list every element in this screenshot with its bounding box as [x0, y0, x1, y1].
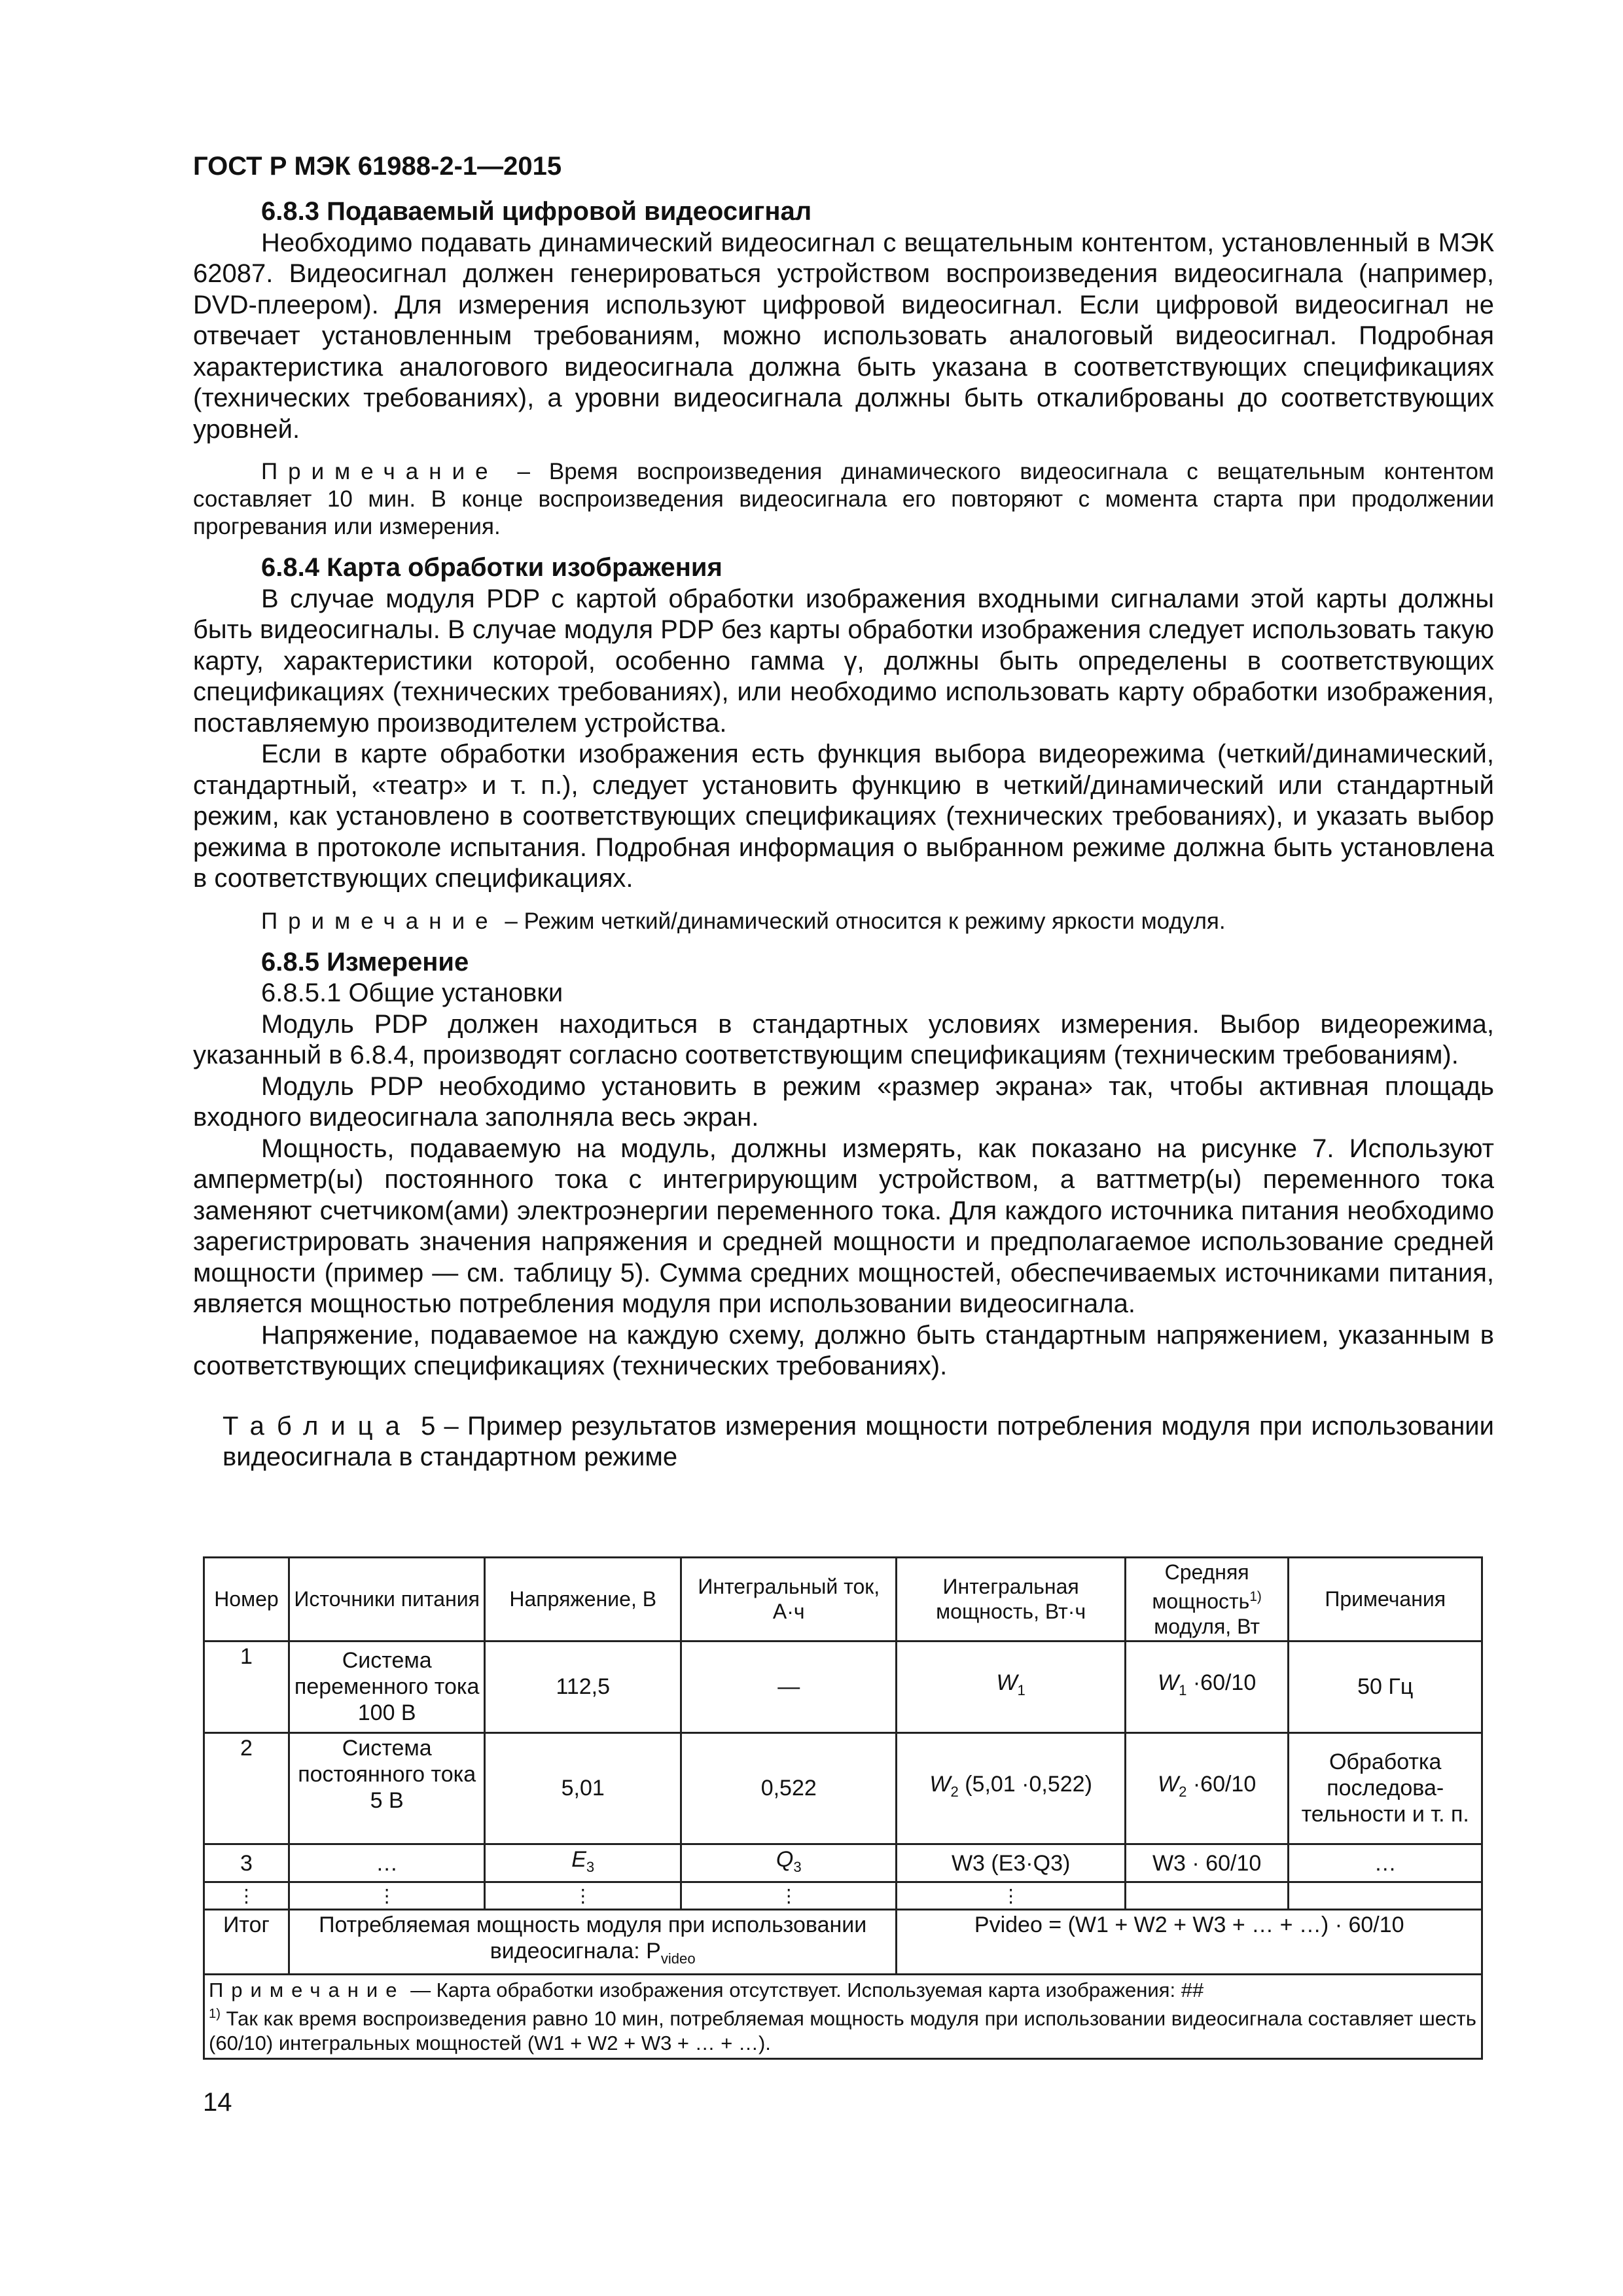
symbol-w: W	[929, 1772, 951, 1797]
cell-number: 1	[204, 1641, 289, 1732]
symbol-sub: 1	[1179, 1682, 1187, 1699]
header-average-power-label: Средняя мощность	[1152, 1560, 1250, 1613]
section-6-8-5-1-subtitle: 6.8.5.1 Общие установки	[261, 978, 563, 1007]
section-6-8-5-paragraph-3: Мощность, подаваемую на модуль, должны измерять, как показано на рисунке 7. Используют амперметр(ы) постоянного тока с интегрирующим устройством, а ваттметр(ы) переменного тока заменяют счетчиком(ами) электроэнергии переменного тока. Для каждого источника питания необходимо зарегистрировать значения напряжения и средней мощности и предполагаемое использование средней мощности (пример — см. таблицу 5). Сумма средних мощностей, обеспечиваемых источниками питания, является мощностью потребления модуля при использовании видеосигнала.	[193, 1134, 1494, 1318]
cell-source: Система переменного тока 100 В	[289, 1641, 485, 1732]
symbol-w: W	[1158, 1670, 1179, 1696]
header-average-power	[1125, 1558, 1289, 1641]
page-content	[193, 196, 1494, 1473]
symbol-sub: 2	[1179, 1784, 1187, 1801]
note-text: — Карта обработки изображения отсутствует. Используемая карта изображения: ##	[410, 1979, 1204, 2002]
cell-current: —	[681, 1641, 897, 1732]
header-notes: Примечания	[1289, 1558, 1482, 1641]
vdots: ⋮	[289, 1882, 485, 1910]
section-6-8-3-title: 6.8.3 Подаваемый цифровой видеосигнал	[261, 197, 812, 226]
cell-average: W3 · 60/10	[1125, 1844, 1289, 1882]
cell-power	[897, 1732, 1125, 1844]
cell-current: 0,522	[681, 1732, 897, 1844]
symbol-sub: 1	[1017, 1682, 1026, 1699]
header-integral-power: Интегральная мощность, Вт·ч	[897, 1558, 1125, 1641]
footnote-mark: 1)	[209, 2007, 221, 2022]
symbol-q: Q	[776, 1846, 794, 1872]
cell-average	[1125, 1641, 1289, 1732]
vdots: ⋮	[485, 1882, 681, 1910]
section-6-8-3-note	[193, 458, 1494, 541]
table-row	[204, 1641, 1482, 1732]
cell-current	[681, 1844, 897, 1882]
symbol-w: W	[1158, 1772, 1179, 1797]
cell-notes: Обработка последова-тельности и т. п.	[1289, 1732, 1482, 1844]
average-rest: ·60/10	[1192, 1670, 1257, 1696]
header-voltage: Напряжение, В	[485, 1558, 681, 1641]
total-description	[289, 1910, 897, 1975]
vdots: ⋮	[897, 1882, 1125, 1910]
document-header: ГОСТ Р МЭК 61988-2-1—2015	[193, 152, 562, 181]
table-5	[203, 1556, 1483, 2060]
section-6-8-5-title: 6.8.5 Измерение	[261, 947, 469, 977]
note-label: Примечание	[261, 908, 499, 934]
footnote-ref: 1)	[1249, 1589, 1262, 1604]
cell-source: …	[289, 1844, 485, 1882]
section-6-8-4-note	[193, 908, 1494, 935]
header-average-power-unit: модуля, Вт	[1154, 1614, 1260, 1638]
table-caption-text: 5 – Пример результатов измерения мощности потребления модуля при использовании видеосигнала в стандартном режиме	[223, 1411, 1494, 1471]
section-6-8-4-title: 6.8.4 Карта обработки изображения	[261, 553, 722, 582]
power-rest: (5,01 ·0,522)	[965, 1772, 1092, 1797]
table-row	[204, 1732, 1482, 1844]
cell-number: 2	[204, 1732, 289, 1844]
symbol-sub: 3	[586, 1858, 595, 1875]
cell-source: Система постоянного тока 5 В	[289, 1732, 485, 1844]
vdots: ⋮	[681, 1882, 897, 1910]
cell-voltage: 5,01	[485, 1732, 681, 1844]
cell-voltage	[485, 1844, 681, 1882]
average-rest: ·60/10	[1192, 1772, 1257, 1797]
symbol-sub: 3	[793, 1858, 802, 1875]
header-integral-current: Интегральный ток, А·ч	[681, 1558, 897, 1641]
symbol-w: W	[996, 1670, 1018, 1696]
vdots	[1125, 1882, 1289, 1910]
cell-notes: 50 Гц	[1289, 1641, 1482, 1732]
cell-voltage: 112,5	[485, 1641, 681, 1732]
table-row	[204, 1844, 1482, 1882]
footnote-text: Так как время воспроизведения равно 10 мин, потребляемая мощность модуля при использовании видеосигнала составляет шесть (60/10) интегральных мощностей (W1 + W2 + W3 + … + …).	[209, 2007, 1476, 2054]
note-label: Примечание	[261, 459, 499, 484]
note-text: – Время воспроизведения динамического видеосигнала с вещательным контентом составляет 10 мин. В конце воспроизведения видеосигнала его повторяют с момента старта при продолжении прогревания или измерения.	[193, 459, 1494, 539]
total-label: Итог	[204, 1910, 289, 1975]
cell-number: 3	[204, 1844, 289, 1882]
vdots: ⋮	[204, 1882, 289, 1910]
symbol-e: E	[571, 1846, 586, 1872]
table-note	[204, 1975, 1482, 2058]
note-text: – Режим четкий/динамический относится к режиму яркости модуля.	[505, 908, 1226, 934]
cell-average	[1125, 1732, 1289, 1844]
note-label: Примечание	[209, 1979, 405, 2002]
total-formula: Pvideo = (W1 + W2 + W3 + … + …) · 60/10	[897, 1910, 1482, 1975]
section-6-8-5-paragraph-4: Напряжение, подаваемое на каждую схему, должно быть стандартным напряжением, указанным в соответствующих спецификациях (технических требованиях).	[193, 1320, 1494, 1380]
cell-notes: …	[1289, 1844, 1482, 1882]
table-caption-label: Таблица	[223, 1411, 412, 1441]
total-text: Потребляемая мощность модуля при использовании видеосигнала: P	[319, 1912, 867, 1964]
section-6-8-5-paragraph-1: Модуль PDP должен находиться в стандартных условиях измерения. Выбор видеорежима, указанный в 6.8.4, производят согласно соответствующим спецификациям (техническим требованиям).	[193, 1009, 1494, 1069]
symbol-sub: 2	[950, 1784, 959, 1801]
header-power-sources: Источники питания	[289, 1558, 485, 1641]
table-total-row	[204, 1910, 1482, 1975]
header-number: Номер	[204, 1558, 289, 1641]
page-number: 14	[203, 2088, 232, 2117]
section-6-8-3-paragraph: Необходимо подавать динамический видеосигнал с вещательным контентом, установленный в МЭК 62087. Видеосигнал должен генерироваться устройством воспроизведения видеосигнала (например, DVD-плеером). Для измерения используют цифровой видеосигнал. Если цифровой видеосигнал не отвечает установленным требованиям, можно использовать аналоговый видеосигнал. Подробная характеристика аналогового видеосигнала должна быть указана в соответствующих спецификациях (технических требованиях), а уровни видеосигнала должны быть откалиброваны до соответствующих уровней.	[193, 228, 1494, 444]
cell-power	[897, 1641, 1125, 1732]
table-5-caption	[193, 1411, 1494, 1473]
section-6-8-4-paragraph-2: Если в карте обработки изображения есть функция выбора видеорежима (четкий/динамический, стандартный, «театр» и т. п.), следует установить функцию в четкий/динамический или стандартный режим, как установлено в соответствующих спецификациях (технических требованиях), и указать выбор режима в протоколе испытания. Подробная информация о выбранном режиме должна быть установлена в соответствующих спецификациях.	[193, 740, 1494, 893]
table-row-continuation	[204, 1882, 1482, 1910]
table-note-row	[204, 1975, 1482, 2058]
total-text-sub: video	[660, 1950, 696, 1967]
table-header-row	[204, 1558, 1482, 1641]
vdots	[1289, 1882, 1482, 1910]
cell-power: W3 (E3·Q3)	[897, 1844, 1125, 1882]
section-6-8-4-paragraph-1: В случае модуля PDP с картой обработки изображения входными сигналами этой карты должны быть видеосигналы. В случае модуля PDP без карты обработки изображения следует использовать такую карту, характеристики которой, особенно гамма γ, должны быть определены в соответствующих спецификациях (технических требованиях), или необходимо использовать карту обработки изображения, поставляемую производителем устройства.	[193, 584, 1494, 738]
section-6-8-5-paragraph-2: Модуль PDP необходимо установить в режим «размер экрана» так, чтобы активная площадь входного видеосигнала заполняла весь экран.	[193, 1071, 1494, 1132]
